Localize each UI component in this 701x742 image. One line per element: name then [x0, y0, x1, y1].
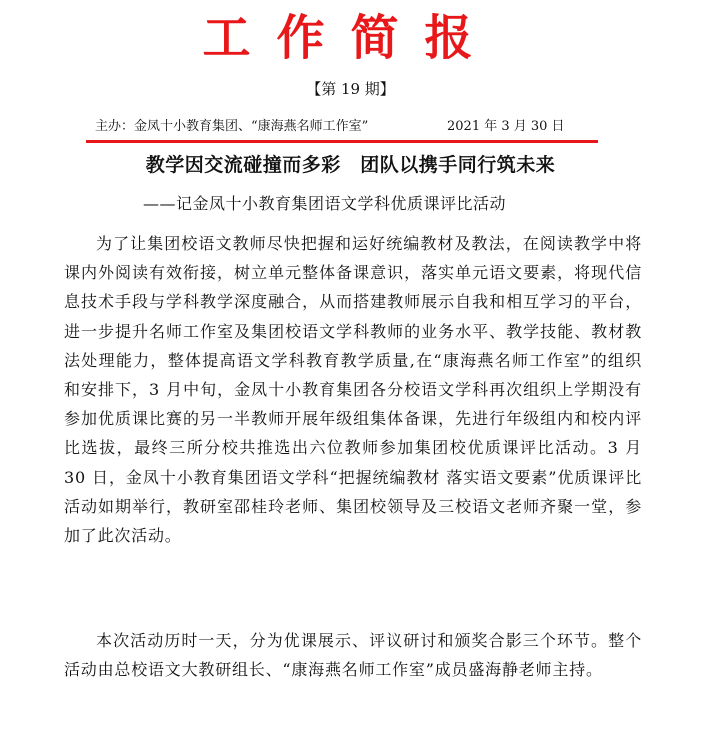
sponsor-row — [95, 117, 585, 137]
body-paragraph-2: 本次活动历时一天，分为优课展示、评议研讨和颁奖合影三个环节。整个活动由总校语文大教研组长、“康海燕名师工作室”成员盛海静老师主持。 — [64, 631, 642, 680]
article-subheadline: ——记金凤十小教育集团语文学科优质课评比活动 — [143, 194, 507, 213]
issue-number: 【第 19 期】 — [306, 80, 395, 98]
body-paragraph-1: 为了让集团校语文教师尽快把握和运好统编教材及教法，在阅读教学中将课内外阅读有效衔接，树立单元整体备课意识，落实单元语文要素，将现代信息技术手段与学科教学深度融合，从而搭建教师展示自我和相互学习的平台，进一步提升名师工作室及集团校语文学科教师的业务水平、教学技能、教材教法处理能力，整体提高语文学科教育教学质量,在“康海燕名师工作室”的组织和安排下，3 月中旬，金凤十小教育集团各分校语文学科再次组织上学期没有参加优质课比赛的另一半教师开展年级组集体备课，先进行年级组内和校内评比选拔，最终三所分校共推选出六位教师参加集团校优质课评比活动。3 月 30 日，金凤十小教育集团语文学科“把握统编教材 落实语文要素”优质课评比活动如期举行，教研室邵桂玲老师、集团校领导及三校语文老师齐聚一堂，参加了此次活动。 — [64, 234, 642, 546]
report-title: 工作简报 — [202, 10, 499, 66]
red-divider-line — [86, 140, 598, 143]
sponsor-text: 主办：金凤十小教育集团、“康海燕名师工作室” — [95, 119, 369, 134]
article-headline: 教学因交流碰撞而多彩 团队以携手同行筑未来 — [145, 154, 556, 176]
report-date: 2021 年 3 月 30 日 — [447, 119, 565, 134]
